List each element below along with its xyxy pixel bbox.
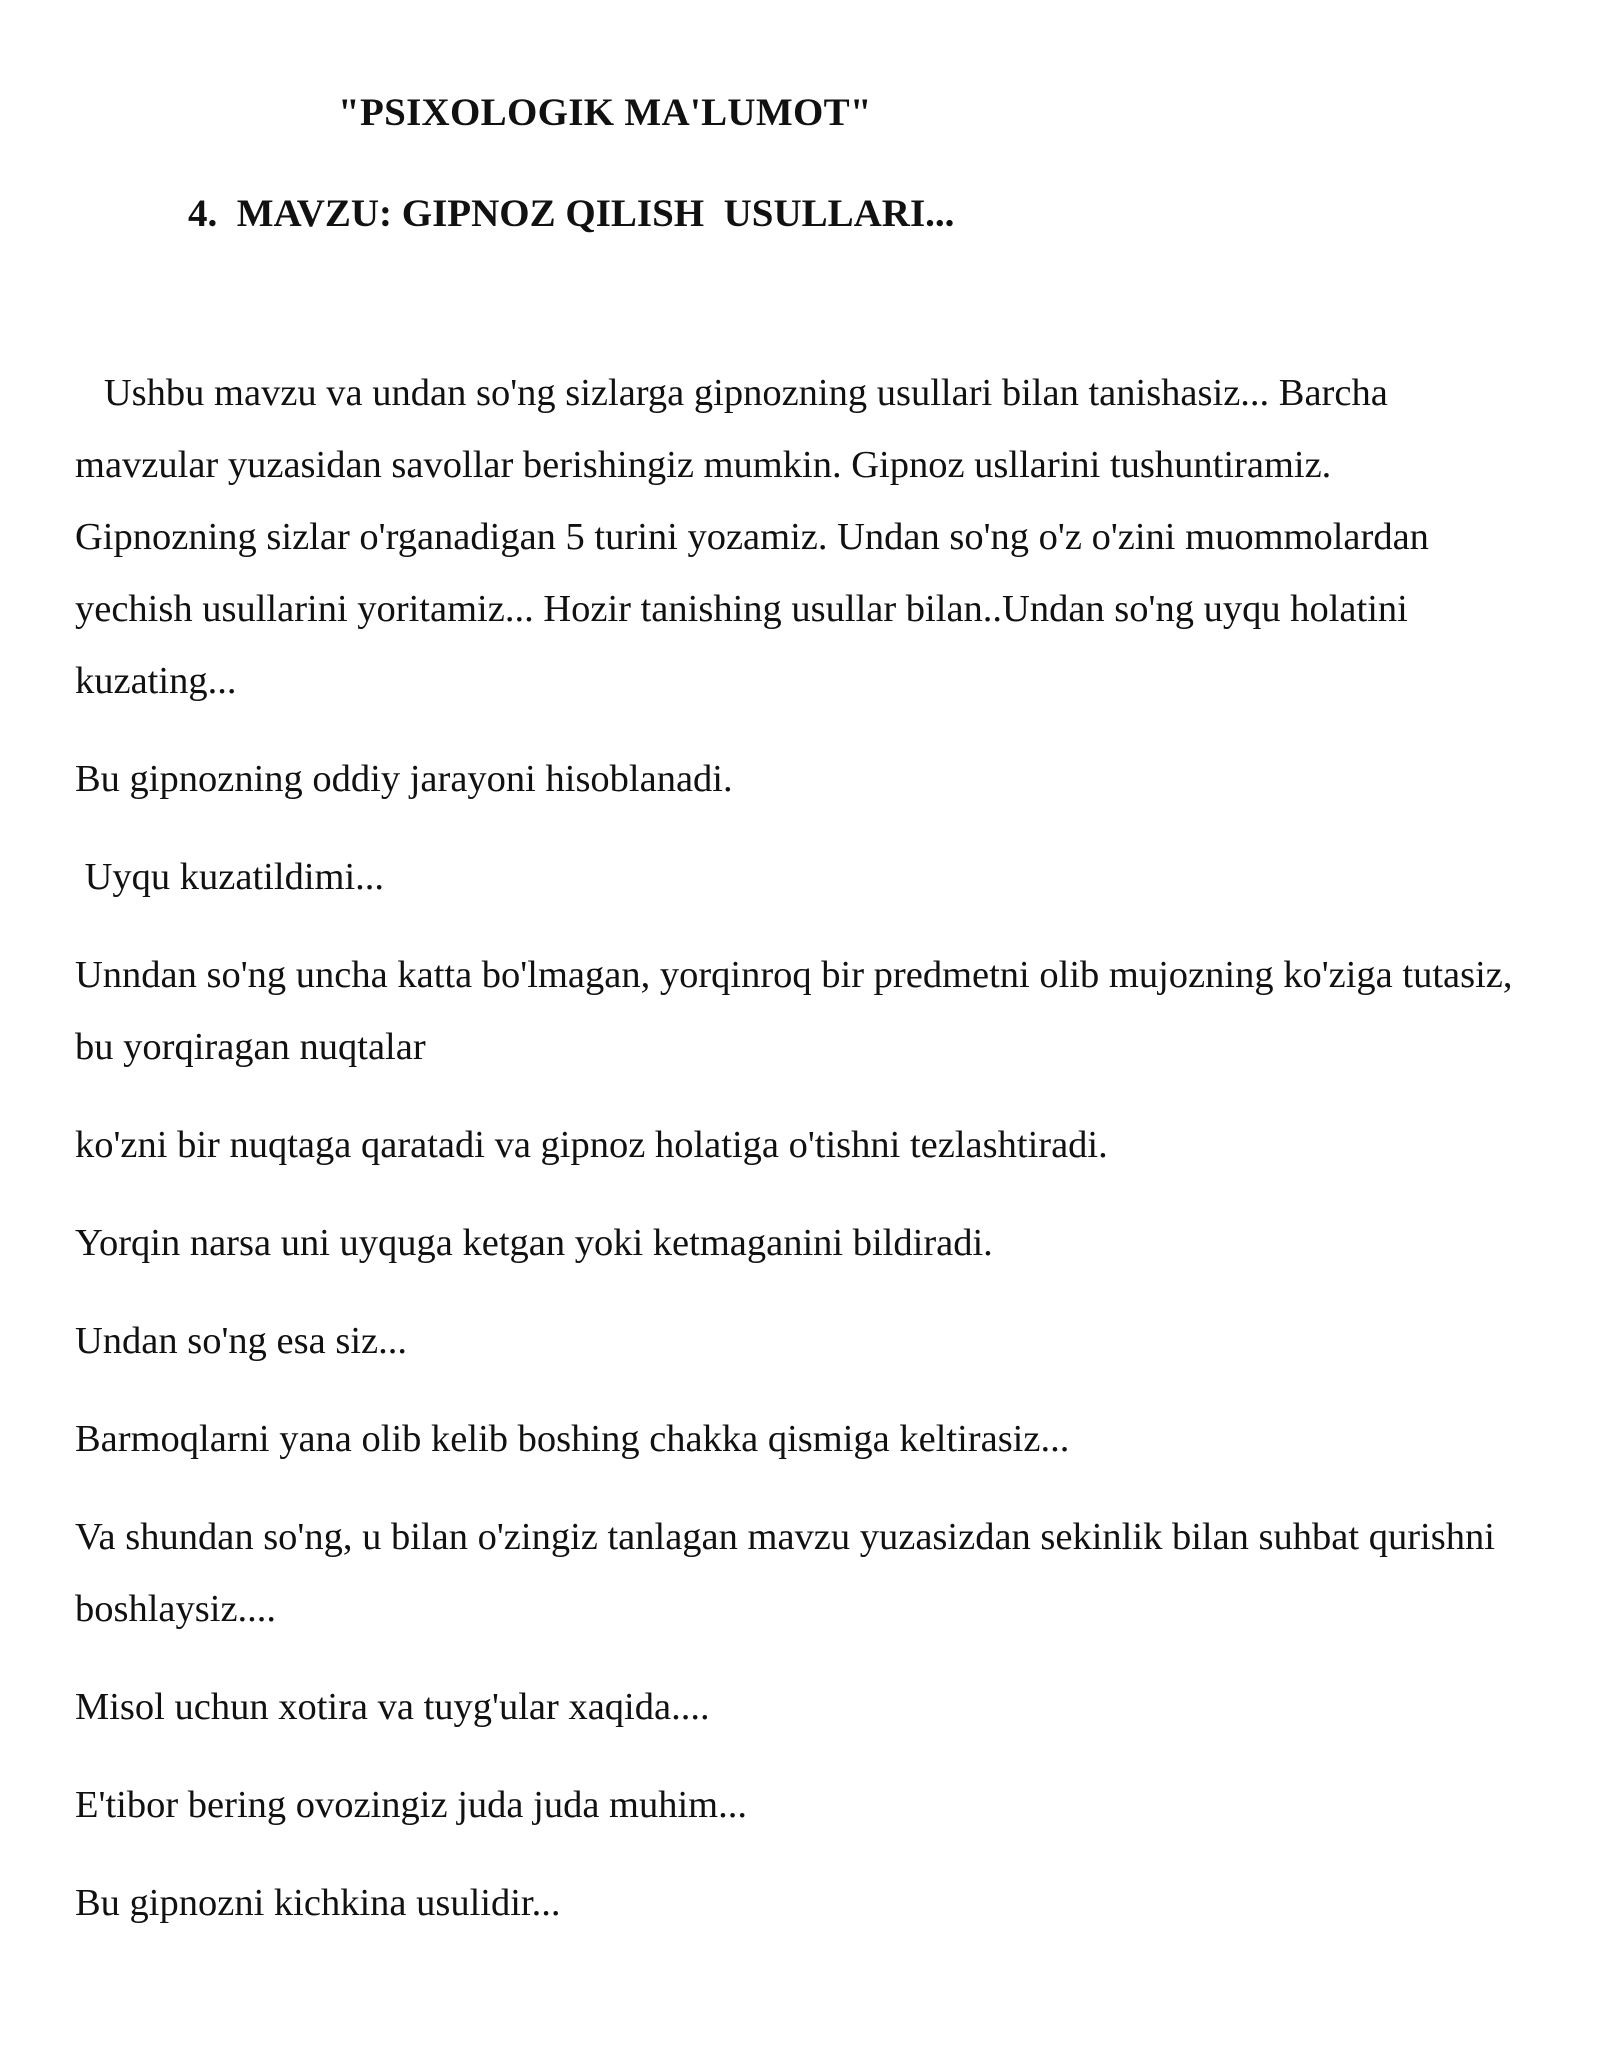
- paragraph: Uyqu kuzatildimi...: [75, 856, 385, 898]
- document-body: [75, 357, 1523, 1965]
- paragraph: Yorqin narsa uni uyquga ketgan yoki ketmaganini bildiradi.: [75, 1222, 993, 1264]
- paragraph: Unndan so'ng uncha katta bo'lmagan, yorqinroq bir predmetni olib mujozning ko'ziga tutasiz, bu yorqiragan nuqtalar: [75, 954, 1523, 1068]
- paragraph: Va shundan so'ng, u bilan o'zingiz tanlagan mavzu yuzasizdan sekinlik bilan suhbat qurishni boshlaysiz....: [75, 1516, 1505, 1630]
- paragraph: Barmoqlarni yana olib kelib boshing chakka qismiga keltirasiz...: [75, 1418, 1070, 1460]
- paragraph: ko'zni bir nuqtaga qaratadi va gipnoz holatiga o'tishni tezlashtiradi.: [75, 1124, 1108, 1166]
- document-subtitle: 4. MAVZU: GIPNOZ QILISH USULLARI...: [188, 192, 955, 235]
- paragraph: E'tibor bering ovozingiz juda juda muhim...: [75, 1784, 748, 1826]
- document-title: "PSIXOLOGIK MA'LUMOT": [338, 91, 872, 134]
- paragraph: Bu gipnozni kichkina usulidir...: [75, 1882, 561, 1924]
- paragraph: Bu gipnozning oddiy jarayoni hisoblanadi.: [75, 758, 733, 800]
- paragraph: Undan so'ng esa siz...: [75, 1320, 407, 1362]
- paragraph: Misol uchun xotira va tuyg'ular xaqida....: [75, 1686, 710, 1728]
- paragraph: Ushbu mavzu va undan so'ng sizlarga gipnozning usullari bilan tanishasiz... Barcha mavzular yuzasidan savollar berishingiz mumkin. Gipnoz usllarini tushuntiramiz. Gipnozning sizlar o'rganadigan 5 turini yozamiz. Undan so'ng o'z o'zini muommolardan yechish usullarini yoritamiz... Hozir tanishing usullar bilan..Undan so'ng uyqu holatini kuzating...: [75, 372, 1439, 702]
